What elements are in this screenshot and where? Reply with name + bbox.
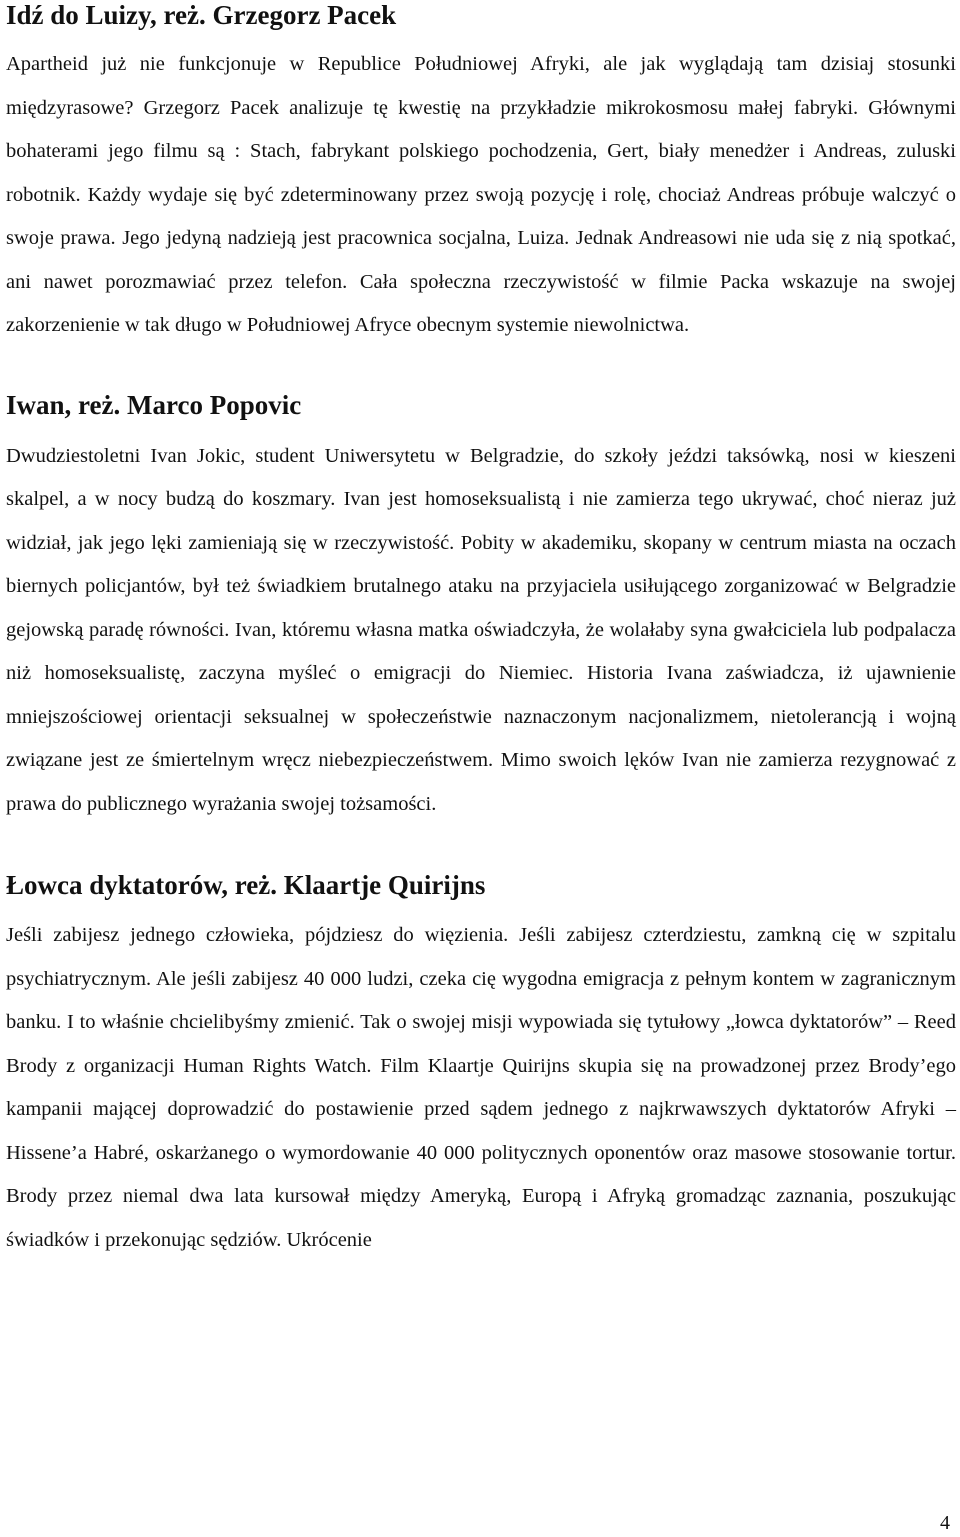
page-number: 4 — [940, 1512, 950, 1534]
section-heading: Idź do Luizy, reż. Grzegorz Pacek — [6, 0, 397, 30]
section-paragraph: Dwudziestoletni Ivan Jokic, student Uniwersytetu w Belgradzie, do szkoły jeździ taksówką, nosi w kieszeni skalpel, a w nocy budzą do koszmary. Ivan jest homoseksualistą i nie zamierza tego ukrywać, choć nieraz już widział, jak jego lęki zamieniają się w rzeczywistość. Pobity w akademiku, skopany w centrum miasta na oczach biernych policjantów, był też świadkiem brutalnego ataku na przyjaciela usiłującego zorganizować w Belgradzie gejowską paradę równości. Ivan, któremu własna matka oświadczyła, że wolałaby syna gwałciciela lub podpalacza niż homoseksualistę, zaczyna myśleć o emigracji do Niemiec. Historia Ivana zaświadcza, iż ujawnienie mniejszościowej orientacji seksualnej w społeczeństwie naznaczonym nacjonalizmem, nietolerancją i wojną związane jest ze śmiertelnym wręcz niebezpieczeństwem. Mimo swoich lęków Ivan nie zamierza rezygnować z prawa do publicznego wyrażania swojej tożsamości. — [6, 444, 956, 815]
film-section-iwan — [6, 390, 956, 827]
section-paragraph: Apartheid już nie funkcjonuje w Republice Południowej Afryki, ale jak wyglądają tam dzisiaj stosunki międzyrasowe? Grzegorz Pacek analizuje tę kwestię na przykładzie mikrokosmosu małej fabryki. Głównymi bohaterami jego filmu są : Stach, fabrykant polskiego pochodzenia, Gert, biały menedżer i Andreas, zuluski robotnik. Każdy wydaje się być zdeterminowany przez swoją pozycję i rolę, chociaż Andreas próbuje walczyć o swoje prawa. Jego jedyną nadzieją jest pracownica socjalna, Luiza. Jednak Andreasowi nie uda się z nią spotkać, ani nawet porozmawiać przez telefon. Cała społeczna rzeczywistość w filmie Packa wskazuje na swojej zakorzenienie w tak długo w Południowej Afryce obecnym systemie niewolnictwa. — [6, 53, 956, 336]
section-heading: Iwan, reż. Marco Popovic — [6, 389, 302, 420]
document-page — [6, 0, 956, 1262]
film-section-idz-do-luizy — [6, 0, 956, 348]
section-paragraph: Jeśli zabijesz jednego człowieka, pójdziesz do więzienia. Jeśli zabijesz czterdziestu, zamkną cię w szpitalu psychiatrycznym. Ale jeśli zabijesz 40 000 ludzi, czeka cię wygodna emigracja z pełnym kontem w zagranicznym banku. I to właśnie chcielibyśmy zmienić. Tak o swojej misji wypowiada się tytułowy „łowca dyktatorów” – Reed Brody z organizacji Human Rights Watch. Film Klaartje Quirijns skupia się na prowadzonej przez Brody’ego kampanii mającej doprowadzić do postawienie przed sądem jednego z najkrwawszych dyktatorów Afryki – Hissene’a Habré, oskarżanego o wymordowanie 40 000 politycznych oponentów oraz masowe stosowanie tortur. Brody przez niemal dwa lata kursował między Ameryką, Europą i Afryką gromadząc zaznania, poszukując świadków i przekonując sędziów. Ukrócenie — [6, 924, 956, 1251]
section-heading: Łowca dyktatorów, reż. Klaartje Quirijns — [6, 870, 486, 900]
film-section-lowca-dyktatorow — [6, 870, 956, 1262]
